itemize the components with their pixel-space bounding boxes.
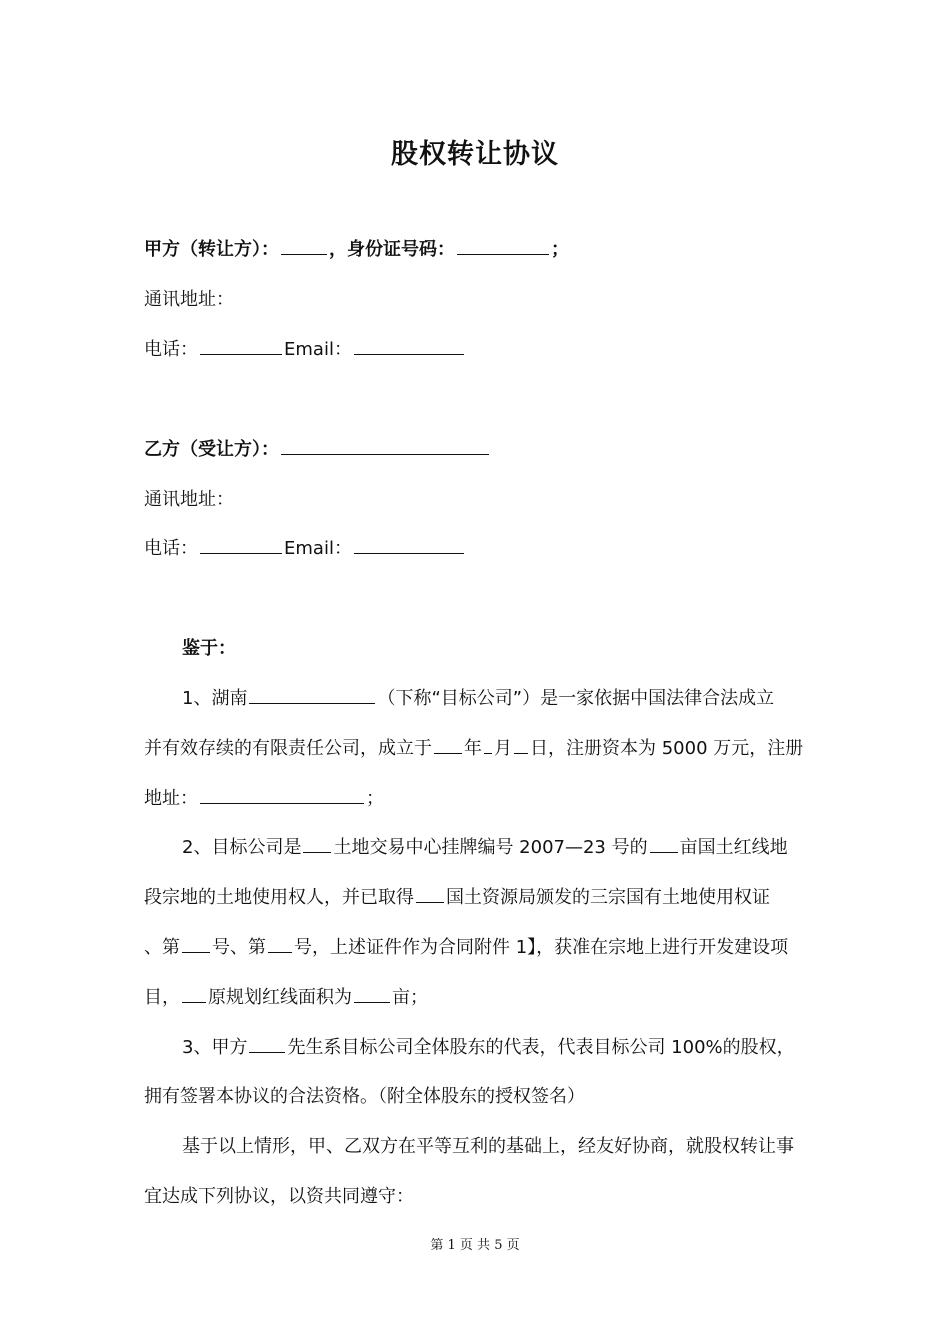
clause-1-month: 月: [494, 738, 512, 759]
clause-2-text-d: 段宗地的土地使用权人，并已取得: [144, 887, 414, 908]
clause-1-line-1: [182, 685, 814, 713]
clause-2-text-k: 亩；: [392, 987, 428, 1008]
clause-3-text-b: 先生系目标公司全体股东的代表，代表目标公司 100%的股权，: [287, 1037, 795, 1058]
area-blank-2: [354, 984, 390, 1003]
clause-2-line-2: [144, 884, 814, 912]
clause-2-text-c: 亩国土红线地: [679, 837, 788, 858]
clause-2-text-e: 国土资源局颁发的三宗国有土地使用权证: [446, 887, 770, 908]
month-blank: [484, 735, 492, 754]
cert-no-blank-1: [182, 934, 210, 953]
clause-1-line-3: [144, 785, 814, 813]
party-b-name-blank: [281, 436, 489, 455]
whereas-heading: 鉴于：: [182, 638, 236, 659]
clause-2-line-4: [144, 984, 814, 1012]
clause-3-line-1: [182, 1034, 814, 1062]
party-a-address: 通讯地址：: [144, 289, 234, 310]
clause-1-end: ；: [366, 788, 384, 809]
cert-no-blank-2: [268, 934, 292, 953]
day-blank: [514, 735, 528, 754]
clause-2-text-b: 土地交易中心挂牌编号 2007—23 号的: [333, 837, 648, 858]
clause-1-address-label: 地址：: [144, 788, 198, 809]
party-a-email-label: Email：: [284, 339, 352, 360]
party-b-email-blank: [354, 535, 464, 554]
company-name-blank: [249, 685, 375, 704]
party-a-line: [144, 236, 814, 264]
clause-2-text-i: 目，: [144, 987, 180, 1008]
clause-2-line-3: [144, 934, 814, 962]
party-a-contact-line: [144, 336, 814, 364]
plan-blank: [182, 984, 206, 1003]
preamble-line-2: 宜达成下列协议，以资共同遵守：: [144, 1186, 414, 1207]
party-a-end: ；: [551, 239, 569, 260]
party-b-label: 乙方（受让方）：: [144, 439, 279, 460]
preamble-line-1: 基于以上情形，甲、乙双方在平等互利的基础上，经友好协商，就股权转让事: [182, 1136, 794, 1157]
clause-1-line-2: [144, 735, 814, 763]
clause-1-year: 年: [464, 738, 482, 759]
clause-2-text-j: 原规划红线面积为: [208, 987, 352, 1008]
area-blank-1: [650, 834, 678, 853]
land-center-blank: [303, 834, 331, 853]
clause-1-text-f: 日，注册资本为 5000 万元，注册: [530, 738, 804, 759]
party-a-name-blank: [281, 236, 327, 255]
party-a-label: 甲方（转让方）：: [144, 239, 279, 260]
party-b-address: 通讯地址：: [144, 489, 234, 510]
clause-2-text-g: 号、第: [212, 937, 266, 958]
clause-1-text-b: （下称“目标公司”）是一家依据中国法律合法成立: [377, 688, 775, 709]
party-b-line: [144, 436, 814, 464]
year-blank: [434, 735, 462, 754]
clause-2-text-f: 、第: [144, 937, 180, 958]
party-b-phone-blank: [200, 535, 282, 554]
document-title: 股权转让协议: [391, 139, 559, 170]
page-footer: 第 1 页 共 5 页: [430, 1238, 520, 1253]
party-a-phone-blank: [200, 336, 282, 355]
clause-1-text-a: 1、湖南: [182, 688, 248, 709]
party-a-id-blank: [457, 236, 549, 255]
party-a-id-label: ，身份证号码：: [329, 239, 455, 260]
clause-2-line-1: [182, 834, 814, 862]
bureau-blank: [416, 884, 444, 903]
clause-3-text-a: 3、甲方: [182, 1037, 248, 1058]
clause-2-text-h: 号，上述证件作为合同附件 1】，获准在宗地上进行开发建设项: [294, 937, 789, 958]
party-b-email-label: Email：: [284, 538, 352, 559]
party-a-email-blank: [354, 336, 464, 355]
party-a-phone-label: 电话：: [144, 339, 198, 360]
clause-1-text-c: 并有效存续的有限责任公司，成立于: [144, 738, 432, 759]
registered-address-blank: [200, 785, 364, 804]
clause-2-text-a: 2、目标公司是: [182, 837, 302, 858]
representative-blank: [249, 1034, 285, 1053]
clause-3-line-2: 拥有签署本协议的合法资格。（附全体股东的授权签名）: [144, 1086, 585, 1107]
party-b-contact-line: [144, 535, 814, 563]
party-b-phone-label: 电话：: [144, 538, 198, 559]
